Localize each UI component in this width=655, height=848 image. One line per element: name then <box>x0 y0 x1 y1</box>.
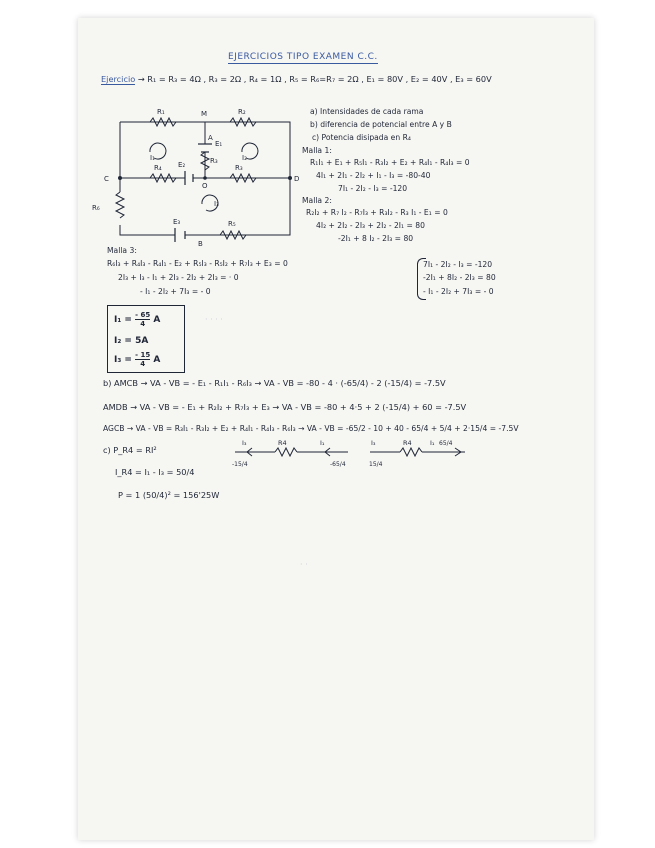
svg-text:I₃: I₃ <box>371 439 376 447</box>
part-c-formula: c) P_R4 = RI² <box>103 445 157 455</box>
svg-text:I₁: I₁ <box>320 439 325 447</box>
malla1-eq1: R₁I₁ + E₁ + R₅I₁ - R₃I₂ + E₂ + R₄I₁ - R₄I₃ = 0 <box>310 158 470 167</box>
label-i1: I₁ <box>150 154 155 162</box>
system-eq2: -2I₁ + 8I₂ - 2I₃ = 80 <box>423 273 496 282</box>
malla2-eq2: 4I₂ + 2I₂ - 2I₃ + 2I₂ - 2I₁ = 80 <box>316 221 425 230</box>
label-r7: R₃ <box>235 164 243 172</box>
label-r1: R₁ <box>157 108 165 116</box>
label-i3: I₃ <box>214 200 219 208</box>
label-node-b: B <box>198 240 203 248</box>
label-i2: I₂ <box>242 154 247 162</box>
bleed-through-mark: · · <box>300 560 308 569</box>
svg-text:-15/4: -15/4 <box>232 461 248 468</box>
part-b-amcb: b) AMCB → VA - VB = - E₁ - R₁I₁ - R₆I₃ → VA - VB = -80 - 4 · (-65/4) - 2 (-15/4) = -7.5V <box>103 378 446 388</box>
question-c: c) Potencia disipada en R₄ <box>312 133 411 142</box>
part-c-diagram-2 <box>365 436 475 470</box>
part-b-agcb: AGCB → VA - VB = R₃I₁ - R₃I₂ + E₂ + R₄I₁ - R₄I₃ - R₆I₃ → VA - VB = -65/2 - 10 + 40 - 65/4 + 5/4 + 2·15/4 = -7.5V <box>103 424 519 433</box>
malla2-eq3: -2I₁ + 8 I₂ - 2I₃ = 80 <box>338 234 414 243</box>
battery-e3 <box>175 228 185 242</box>
label-e2: E₂ <box>178 161 186 169</box>
question-a: a) Intensidades de cada rama <box>310 107 424 116</box>
malla1-title: Malla 1: <box>302 146 332 155</box>
malla2-title: Malla 2: <box>302 196 332 205</box>
exercise-data: → R₁ = R₃ = 4Ω , R₃ = 2Ω , R₄ = 1Ω , R₅ = R₆=R₇ = 2Ω , E₁ = 80V , E₂ = 40V , E₃ = 60V <box>137 74 492 84</box>
label-node-c: C <box>104 175 109 183</box>
result-i3: I₃ = $\frac{- 15}{4}$ A <box>114 351 161 368</box>
malla2-eq1: R₂I₂ + R₇ I₂ - R₇I₃ + R₃I₂ - R₃ I₁ - E₁ = 0 <box>306 208 448 217</box>
battery-e1 <box>198 144 212 152</box>
svg-text:65/4: 65/4 <box>439 440 453 447</box>
page-title: EJERCICIOS TIPO EXAMEN C.C. <box>228 52 378 62</box>
label-r5: R₅ <box>228 220 236 228</box>
label-node-d: D <box>294 175 300 183</box>
svg-text:I₁: I₁ <box>430 439 435 447</box>
part-c-power: P = 1 (50/4)² = 156'25W <box>118 490 220 500</box>
system-eq3: - I₁ - 2I₂ + 7I₃ = - 0 <box>423 287 494 296</box>
label-r2: R₂ <box>238 108 246 116</box>
svg-text:I₃: I₃ <box>242 439 247 447</box>
label-e1: E₁ <box>215 140 223 148</box>
malla3-eq1: R₆I₃ + R₄I₃ - R₄I₁ - E₂ + R₅I₃ - R₅I₂ + R₇I₃ + E₃ = 0 <box>107 259 288 268</box>
result-i1: I₁ = $\frac{- 65}{4}$ A <box>114 311 161 328</box>
malla1-eq2: 4I₁ + 2I₁ - 2I₂ + I₁ - I₃ = -80-40 <box>316 171 431 180</box>
malla3-title: Malla 3: <box>107 246 137 255</box>
malla3-eq2: 2I₃ + I₃ - I₁ + 2I₃ - 2I₂ + 2I₃ = · 0 <box>118 273 239 282</box>
malla3-eq3: - I₁ - 2I₂ + 7I₃ = - 0 <box>140 287 211 296</box>
label-node-a: A <box>208 134 213 142</box>
svg-text:R4: R4 <box>403 439 412 447</box>
label-e3: E₃ <box>173 218 181 226</box>
exercise-line <box>101 74 492 84</box>
exercise-label: Ejercicio <box>101 74 136 84</box>
label-node-m: M <box>201 110 208 118</box>
result-i2: I₂ = 5A <box>114 336 149 346</box>
label-node-o: O <box>202 182 208 190</box>
svg-text:-65/4: -65/4 <box>330 461 346 468</box>
label-r4: R₄ <box>154 164 162 172</box>
svg-text:R4: R4 <box>278 439 287 447</box>
bleed-through-mark: · · · · <box>205 315 223 324</box>
part-c-diagram-1 <box>230 436 360 470</box>
svg-text:15/4: 15/4 <box>369 461 383 468</box>
malla1-eq3: 7I₁ - 2I₂ - I₃ = -120 <box>338 184 408 193</box>
question-b: b) diferencia de potencial entre A y B <box>310 120 452 129</box>
circuit-diagram <box>90 100 305 250</box>
part-b-amdb: AMDB → VA - VB = - E₁ + R₂I₂ + R₇I₃ + E₃ → VA - VB = -80 + 4·5 + 2 (-15/4) + 60 = -7.5V <box>103 402 467 412</box>
label-r6: R₆ <box>92 204 100 212</box>
label-r3: R₃ <box>210 157 218 165</box>
battery-e2 <box>185 171 193 185</box>
system-eq1: 7I₁ - 2I₂ - I₃ = -120 <box>423 260 493 269</box>
part-c-ir4: I_R4 = I₁ - I₃ = 50/4 <box>115 467 195 477</box>
resistor-r6 <box>116 192 124 218</box>
